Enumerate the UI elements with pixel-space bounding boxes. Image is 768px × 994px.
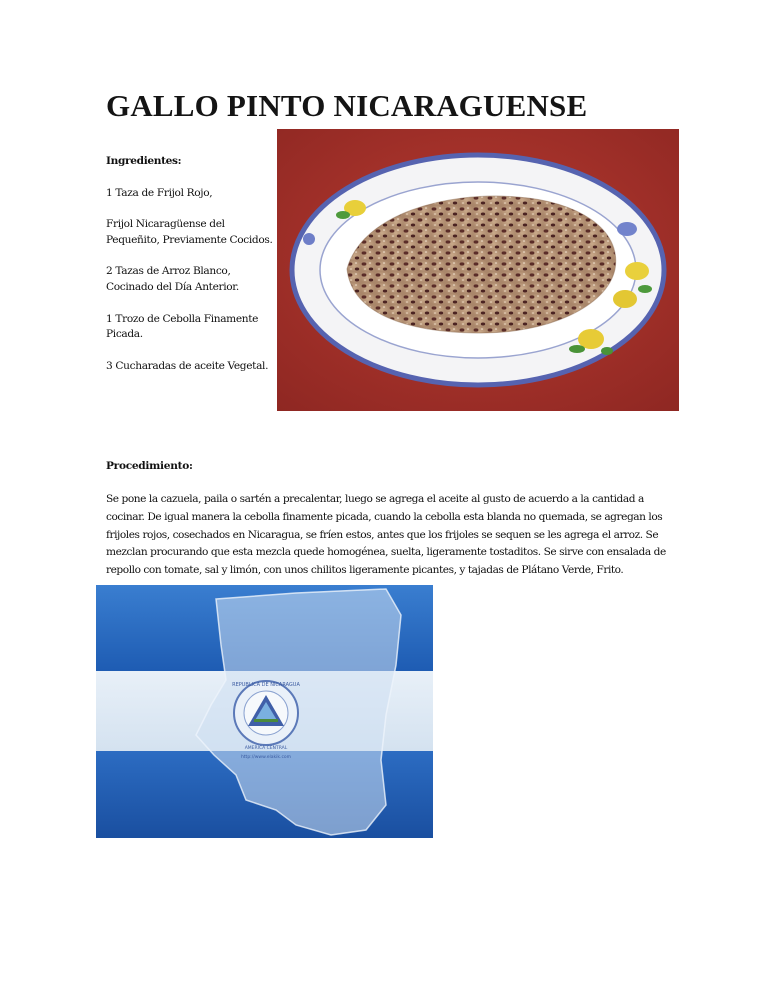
gallo-pinto-photo [277,129,679,411]
ingredients-section [106,154,274,390]
seal-subtext: AMERICA CENTRAL [244,746,288,751]
procedure-heading: Procedimiento: [106,460,193,472]
seal-url: http://www.elakik.com [240,755,292,760]
seal-text: REPUBLICA DE NICARAGUA [232,682,300,688]
nicaragua-flag-image [96,585,433,838]
ingredient-item: 2 Tazas de Arroz Blanco, Cocinado del Día Anterior. [106,265,239,293]
ingredient-item: Frijol Nicaragüense del Pequeñito, Previamente Cocidos. [106,218,273,246]
ingredient-item: 3 Cucharadas de aceite Vegetal. [106,359,269,372]
ingredient-item: 1 Taza de Frijol Rojo, [106,186,213,199]
ingredient-item: 1 Trozo de Cebolla Finamente Picada. [106,312,259,341]
coat-of-arms-seal [234,681,298,745]
ingredients-heading: Ingredientes: [106,155,182,167]
page-title: GALLO PINTO NICARAGUENSE [106,88,588,123]
procedure-text: Se pone la cazuela, paila o sartén a precalentar, luego se agrega el aceite al gusto de acuerdo a la cantidad a cocinar. De igual manera la cebolla finamente picada, cuando la cebolla esta blanda no quemada, se agregan los frijoles rojos, cosechados en Nicaragua, se fríen estos, antes que los frijoles se sequen se les agrega el arroz. Se mezclan procurando que esta mezcla quede homogénea, suelta, ligeramente tostaditos. Se sirve con ensalada de repollo con tomate, sal y limón, con unos chilitos ligeramente picantes, y tajadas de Plátano Verde, Frito. [106,493,666,577]
